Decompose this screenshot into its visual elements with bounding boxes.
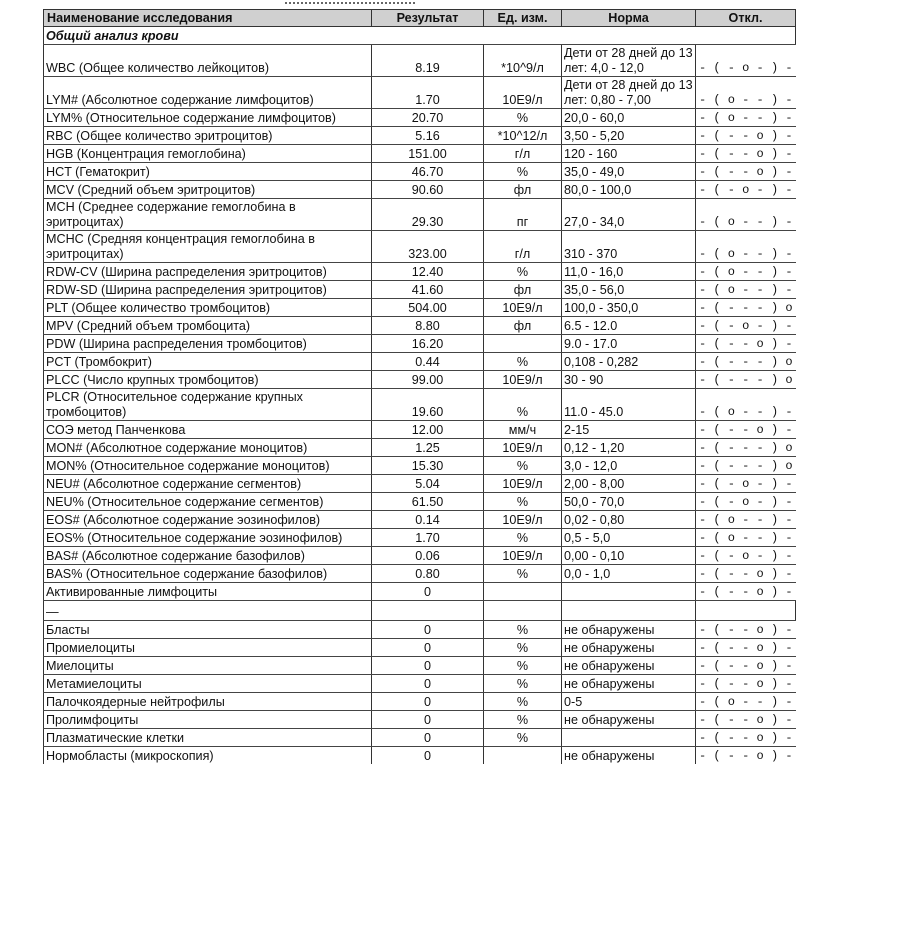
test-name: LYM# (Абсолютное содержание лимфоцитов) [44, 77, 372, 109]
unit-value: г/л [484, 231, 562, 263]
section-row [44, 27, 796, 45]
table-row [44, 317, 796, 335]
unit-value: % [484, 493, 562, 511]
deviation-indicator: - ( - - о ) - [696, 729, 796, 747]
table-body [44, 27, 796, 765]
norm-value: не обнаружены [562, 621, 696, 639]
unit-value: фл [484, 181, 562, 199]
deviation-indicator: - ( - - - ) о [696, 439, 796, 457]
result-value: 323.00 [372, 231, 484, 263]
test-name: MPV (Средний объем тромбоцита) [44, 317, 372, 335]
separator-row [44, 601, 796, 621]
result-value: 5.04 [372, 475, 484, 493]
result-value: 16.20 [372, 335, 484, 353]
norm-value: 0,0 - 1,0 [562, 565, 696, 583]
test-name: LYM% (Относительное содержание лимфоцитов) [44, 109, 372, 127]
norm-value: 20,0 - 60,0 [562, 109, 696, 127]
top-cut-text-artifact [285, 0, 415, 4]
deviation-indicator: - ( - - о ) - [696, 675, 796, 693]
section-title: Общий анализ крови [44, 27, 796, 45]
result-value: 19.60 [372, 389, 484, 421]
result-value: 8.80 [372, 317, 484, 335]
deviation-indicator: - ( о - - ) - [696, 281, 796, 299]
result-value: 8.19 [372, 45, 484, 77]
deviation-indicator: - ( - о - ) - [696, 475, 796, 493]
table-row [44, 335, 796, 353]
deviation-indicator: - ( - о - ) - [696, 547, 796, 565]
table-row [44, 299, 796, 317]
table-row [44, 109, 796, 127]
unit-value: % [484, 621, 562, 639]
deviation-indicator: - ( - - о ) - [696, 335, 796, 353]
norm-value: 35,0 - 56,0 [562, 281, 696, 299]
table-row [44, 475, 796, 493]
deviation-indicator: - ( - - о ) - [696, 565, 796, 583]
unit-value: 10E9/л [484, 511, 562, 529]
table-row [44, 263, 796, 281]
unit-value: *10^9/л [484, 45, 562, 77]
unit-value: % [484, 657, 562, 675]
unit-value: % [484, 675, 562, 693]
deviation-indicator: - ( - - о ) - [696, 583, 796, 601]
test-name: MON% (Относительное содержание моноцитов) [44, 457, 372, 475]
unit-value: мм/ч [484, 421, 562, 439]
table-row [44, 181, 796, 199]
result-value: 0 [372, 693, 484, 711]
test-name: Миелоциты [44, 657, 372, 675]
table-row [44, 127, 796, 145]
unit-value: % [484, 729, 562, 747]
deviation-indicator: - ( о - - ) - [696, 263, 796, 281]
test-name: PLCR (Относительное содержание крупных тромбоцитов) [44, 389, 372, 421]
separator-cell [696, 601, 796, 621]
result-value: 5.16 [372, 127, 484, 145]
table-row [44, 199, 796, 231]
norm-value: 2,00 - 8,00 [562, 475, 696, 493]
test-name: Палочкоядерные нейтрофилы [44, 693, 372, 711]
unit-value: 10E9/л [484, 371, 562, 389]
deviation-indicator: - ( - - - ) о [696, 457, 796, 475]
table-row [44, 145, 796, 163]
deviation-indicator: - ( - о - ) - [696, 317, 796, 335]
unit-value: % [484, 565, 562, 583]
result-value: 0.06 [372, 547, 484, 565]
result-value: 20.70 [372, 109, 484, 127]
test-name: RBC (Общее количество эритроцитов) [44, 127, 372, 145]
deviation-indicator: - ( - - о ) - [696, 657, 796, 675]
table-row [44, 77, 796, 109]
header-result: Результат [372, 10, 484, 27]
table-row [44, 389, 796, 421]
test-name: Плазматические клетки [44, 729, 372, 747]
unit-value [484, 747, 562, 765]
deviation-indicator: - ( - - о ) - [696, 421, 796, 439]
deviation-indicator: - ( - - о ) - [696, 127, 796, 145]
result-value: 0 [372, 675, 484, 693]
test-name: HGB (Концентрация гемоглобина) [44, 145, 372, 163]
result-value: 0 [372, 747, 484, 765]
result-value: 1.70 [372, 529, 484, 547]
deviation-indicator: - ( - о - ) - [696, 493, 796, 511]
test-name: Бласты [44, 621, 372, 639]
test-name: RDW-SD (Ширина распределения эритроцитов) [44, 281, 372, 299]
norm-value: 9.0 - 17.0 [562, 335, 696, 353]
test-name: MCV (Средний объем эритроцитов) [44, 181, 372, 199]
result-value: 12.00 [372, 421, 484, 439]
unit-value: % [484, 109, 562, 127]
test-name: BAS% (Относительное содержание базофилов) [44, 565, 372, 583]
separator-cell [562, 601, 696, 621]
deviation-indicator: - ( о - - ) - [696, 389, 796, 421]
result-value: 12.40 [372, 263, 484, 281]
unit-value: фл [484, 281, 562, 299]
test-name: EOS% (Относительное содержание эозинофилов) [44, 529, 372, 547]
unit-value: фл [484, 317, 562, 335]
table-row [44, 163, 796, 181]
result-value: 1.25 [372, 439, 484, 457]
unit-value: % [484, 711, 562, 729]
table-row [44, 457, 796, 475]
norm-value: Дети от 28 дней до 13 лет: 0,80 - 7,00 [562, 77, 696, 109]
deviation-indicator: - ( о - - ) - [696, 199, 796, 231]
test-name: NEU% (Относительное содержание сегментов) [44, 493, 372, 511]
unit-value: 10E9/л [484, 299, 562, 317]
unit-value: 10E9/л [484, 77, 562, 109]
deviation-indicator: - ( о - - ) - [696, 529, 796, 547]
table-row [44, 621, 796, 639]
test-name: MCHC (Средняя концентрация гемоглобина в эритроцитах) [44, 231, 372, 263]
table-row [44, 547, 796, 565]
norm-value: 100,0 - 350,0 [562, 299, 696, 317]
result-value: 0.80 [372, 565, 484, 583]
test-name: PDW (Ширина распределения тромбоцитов) [44, 335, 372, 353]
norm-value: 80,0 - 100,0 [562, 181, 696, 199]
norm-value: 3,50 - 5,20 [562, 127, 696, 145]
test-name: BAS# (Абсолютное содержание базофилов) [44, 547, 372, 565]
unit-value: % [484, 163, 562, 181]
unit-value: пг [484, 199, 562, 231]
norm-value: 0,108 - 0,282 [562, 353, 696, 371]
table-header-row [44, 10, 796, 27]
unit-value: г/л [484, 145, 562, 163]
unit-value: 10E9/л [484, 439, 562, 457]
result-value: 0 [372, 729, 484, 747]
table-row [44, 371, 796, 389]
result-value: 0 [372, 657, 484, 675]
unit-value: % [484, 353, 562, 371]
separator-mark: — [44, 601, 372, 621]
test-name: Пролимфоциты [44, 711, 372, 729]
norm-value: 30 - 90 [562, 371, 696, 389]
result-value: 0 [372, 711, 484, 729]
norm-value: 11,0 - 16,0 [562, 263, 696, 281]
unit-value: % [484, 457, 562, 475]
unit-value: % [484, 529, 562, 547]
deviation-indicator: - ( - - - ) о [696, 353, 796, 371]
table-row [44, 729, 796, 747]
result-value: 151.00 [372, 145, 484, 163]
result-value: 1.70 [372, 77, 484, 109]
table-row [44, 747, 796, 765]
table-row [44, 231, 796, 263]
result-value: 46.70 [372, 163, 484, 181]
deviation-indicator: - ( о - - ) - [696, 693, 796, 711]
test-name: СОЭ метод Панченкова [44, 421, 372, 439]
deviation-indicator: - ( о - - ) - [696, 109, 796, 127]
norm-value: 27,0 - 34,0 [562, 199, 696, 231]
norm-value: 0,12 - 1,20 [562, 439, 696, 457]
table-row [44, 675, 796, 693]
test-name: MCH (Среднее содержание гемоглобина в эритроцитах) [44, 199, 372, 231]
test-name: HCT (Гематокрит) [44, 163, 372, 181]
deviation-indicator: - ( о - - ) - [696, 77, 796, 109]
norm-value: не обнаружены [562, 657, 696, 675]
norm-value [562, 729, 696, 747]
table-row [44, 281, 796, 299]
norm-value: не обнаружены [562, 675, 696, 693]
header-norm: Норма [562, 10, 696, 27]
result-value: 0 [372, 583, 484, 601]
norm-value: 0,00 - 0,10 [562, 547, 696, 565]
test-name: WBC (Общее количество лейкоцитов) [44, 45, 372, 77]
test-name: PLT (Общее количество тромбоцитов) [44, 299, 372, 317]
test-name: Нормобласты (микроскопия) [44, 747, 372, 765]
deviation-indicator: - ( - о - ) - [696, 45, 796, 77]
unit-value: 10E9/л [484, 547, 562, 565]
deviation-indicator: - ( - - о ) - [696, 163, 796, 181]
table-row [44, 693, 796, 711]
result-value: 29.30 [372, 199, 484, 231]
test-name: Метамиелоциты [44, 675, 372, 693]
unit-value: % [484, 263, 562, 281]
table-row [44, 511, 796, 529]
deviation-indicator: - ( - о - ) - [696, 181, 796, 199]
result-value: 0.14 [372, 511, 484, 529]
norm-value: 0,02 - 0,80 [562, 511, 696, 529]
table-row [44, 529, 796, 547]
test-name: RDW-CV (Ширина распределения эритроцитов) [44, 263, 372, 281]
result-value: 90.60 [372, 181, 484, 199]
norm-value: Дети от 28 дней до 13 лет: 4,0 - 12,0 [562, 45, 696, 77]
norm-value: не обнаружены [562, 711, 696, 729]
deviation-indicator: - ( о - - ) - [696, 231, 796, 263]
result-value: 99.00 [372, 371, 484, 389]
norm-value: 0-5 [562, 693, 696, 711]
unit-value: % [484, 389, 562, 421]
deviation-indicator: - ( - - - ) о [696, 299, 796, 317]
norm-value: 6.5 - 12.0 [562, 317, 696, 335]
separator-cell [372, 601, 484, 621]
table-row [44, 565, 796, 583]
unit-value: *10^12/л [484, 127, 562, 145]
header-unit: Ед. изм. [484, 10, 562, 27]
result-value: 504.00 [372, 299, 484, 317]
test-name: NEU# (Абсолютное содержание сегментов) [44, 475, 372, 493]
norm-value: 50,0 - 70,0 [562, 493, 696, 511]
table-row [44, 45, 796, 77]
result-value: 41.60 [372, 281, 484, 299]
norm-value: 2-15 [562, 421, 696, 439]
table-row [44, 421, 796, 439]
deviation-indicator: - ( - - о ) - [696, 747, 796, 765]
unit-value [484, 335, 562, 353]
norm-value: не обнаружены [562, 639, 696, 657]
table-row [44, 657, 796, 675]
deviation-indicator: - ( о - - ) - [696, 511, 796, 529]
norm-value: 35,0 - 49,0 [562, 163, 696, 181]
unit-value: 10E9/л [484, 475, 562, 493]
deviation-indicator: - ( - - о ) - [696, 711, 796, 729]
test-name: Промиелоциты [44, 639, 372, 657]
table-row [44, 439, 796, 457]
norm-value: 3,0 - 12,0 [562, 457, 696, 475]
unit-value: % [484, 693, 562, 711]
table-row [44, 493, 796, 511]
test-name: MON# (Абсолютное содержание моноцитов) [44, 439, 372, 457]
norm-value: не обнаружены [562, 747, 696, 765]
result-value: 15.30 [372, 457, 484, 475]
norm-value [562, 583, 696, 601]
test-name: PCT (Тромбокрит) [44, 353, 372, 371]
test-name: EOS# (Абсолютное содержание эозинофилов) [44, 511, 372, 529]
lab-results-table [43, 9, 796, 764]
header-deviation: Откл. [696, 10, 796, 27]
deviation-indicator: - ( - - о ) - [696, 639, 796, 657]
result-value: 0 [372, 639, 484, 657]
norm-value: 11.0 - 45.0 [562, 389, 696, 421]
test-name: PLCC (Число крупных тромбоцитов) [44, 371, 372, 389]
deviation-indicator: - ( - - о ) - [696, 621, 796, 639]
header-name: Наименование исследования [44, 10, 372, 27]
table-row [44, 711, 796, 729]
norm-value: 0,5 - 5,0 [562, 529, 696, 547]
norm-value: 310 - 370 [562, 231, 696, 263]
result-value: 61.50 [372, 493, 484, 511]
deviation-indicator: - ( - - - ) о [696, 371, 796, 389]
result-value: 0.44 [372, 353, 484, 371]
test-name: Активированные лимфоциты [44, 583, 372, 601]
table-row [44, 583, 796, 601]
separator-cell [484, 601, 562, 621]
result-value: 0 [372, 621, 484, 639]
deviation-indicator: - ( - - о ) - [696, 145, 796, 163]
unit-value [484, 583, 562, 601]
table-row [44, 353, 796, 371]
table-row [44, 639, 796, 657]
norm-value: 120 - 160 [562, 145, 696, 163]
unit-value: % [484, 639, 562, 657]
